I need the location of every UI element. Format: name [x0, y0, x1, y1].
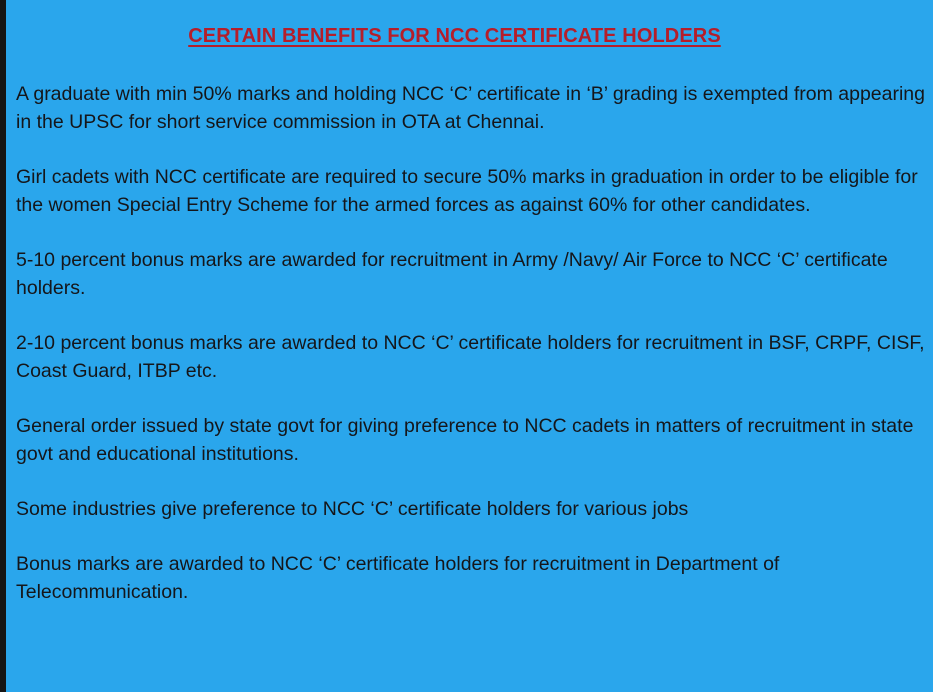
benefit-paragraph-state-govt: General order issued by state govt for giving preference to NCC cadets in matters of recruitment in state govt and educational institutions.: [16, 415, 914, 465]
benefit-paragraph-girl-cadets: Girl cadets with NCC certificate are required to secure 50% marks in graduation in order to be eligible for the women Special Entry Scheme for the armed forces as against 60% for other candidates.: [16, 166, 918, 216]
benefit-paragraph-telecom: Bonus marks are awarded to NCC ‘C’ certificate holders for recruitment in Department of Telecommunication.: [16, 553, 780, 603]
slide-title: CERTAIN BENEFITS FOR NCC CERTIFICATE HOLDERS: [188, 25, 721, 47]
slide: [6, 0, 933, 692]
benefit-paragraph-ota: A graduate with min 50% marks and holding NCC ‘C’ certificate in ‘B’ grading is exempted from appearing in the UPSC for short service commission in OTA at Chennai.: [16, 83, 925, 133]
benefit-paragraph-industries: Some industries give preference to NCC ‘C’ certificate holders for various jobs: [16, 498, 689, 520]
benefit-paragraph-armed-forces-bonus: 5-10 percent bonus marks are awarded for recruitment in Army /Navy/ Air Force to NCC ‘C’ certificate holders.: [16, 249, 888, 299]
benefit-paragraph-paramilitary-bonus: 2-10 percent bonus marks are awarded to NCC ‘C’ certificate holders for recruitment in BSF, CRPF, CISF, Coast Guard, ITBP etc.: [16, 332, 925, 382]
benefits-list: [16, 80, 931, 633]
